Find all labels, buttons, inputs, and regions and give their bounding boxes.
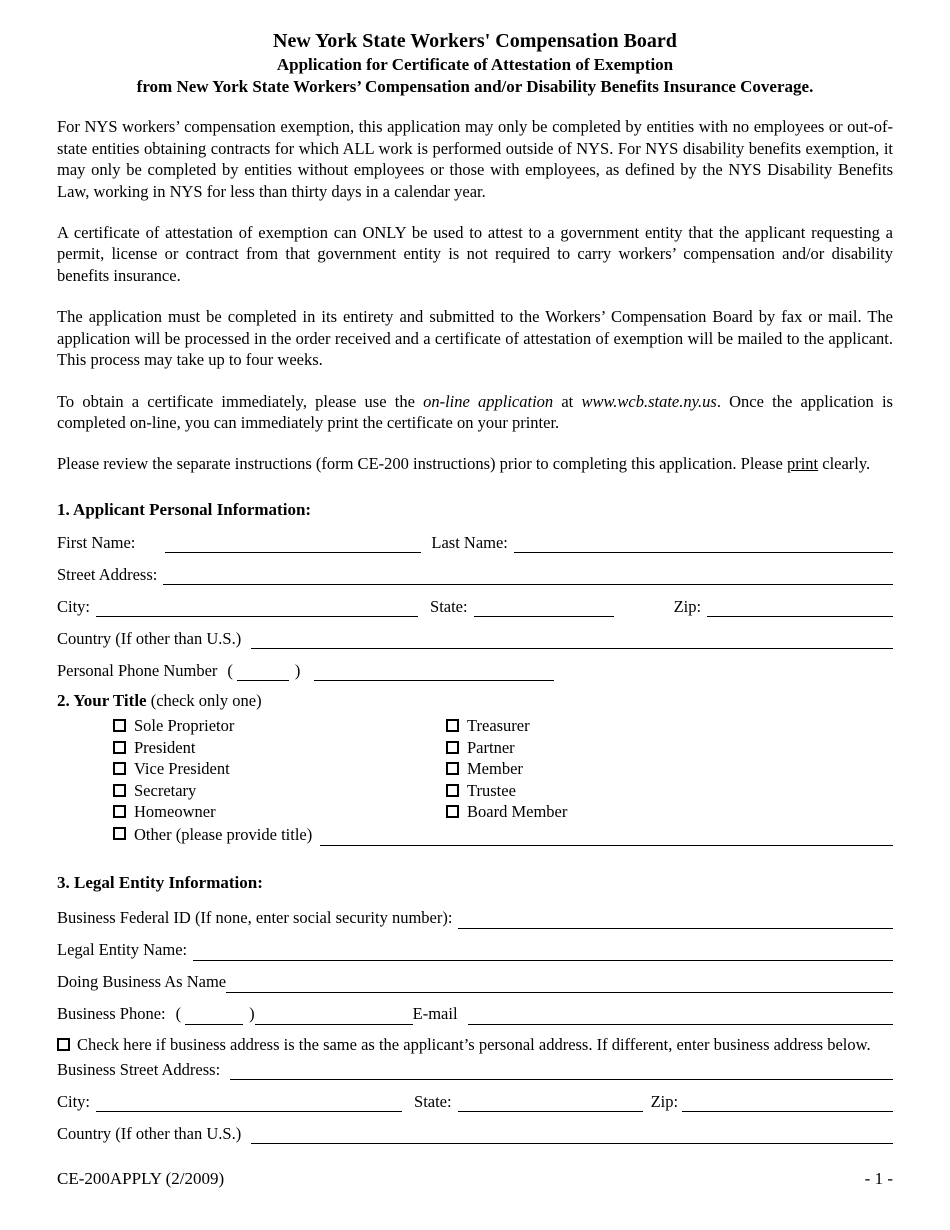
country-field[interactable] — [251, 627, 893, 649]
paren-close: ) — [249, 1004, 255, 1024]
dba-field[interactable] — [226, 971, 893, 993]
intro-paragraph-4 — [57, 391, 893, 434]
title-option-other-row — [113, 823, 893, 846]
business-country-label: Country (If other than U.S.) — [57, 1123, 242, 1143]
checkbox-sole-proprietor[interactable] — [113, 719, 126, 732]
personal-phone-label: Personal Phone Number — [57, 660, 218, 680]
section3-heading: 3. Legal Entity Information: — [57, 872, 263, 892]
title-option — [446, 715, 530, 736]
first-name-label: First Name: — [57, 532, 136, 552]
checkbox-other[interactable] — [113, 827, 126, 840]
title-option-row — [113, 801, 893, 823]
business-city-state-zip-row — [57, 1089, 893, 1112]
checkbox-homeowner[interactable] — [113, 805, 126, 818]
checkbox-trustee[interactable] — [446, 784, 459, 797]
section2-heading — [57, 690, 893, 712]
form-header — [57, 28, 893, 98]
intro-paragraph-2: A certificate of attestation of exemption can ONLY be used to attest to a government entity that the applicant requesting a permit, license or contract from that government entity is not required to carry workers’ compensation and/or disability benefits insurance. — [57, 222, 893, 285]
paren-open: ( — [175, 1004, 182, 1024]
business-area-code-field[interactable] — [185, 1003, 243, 1025]
p5-text: clearly. — [818, 454, 871, 474]
federal-id-label: Business Federal ID (If none, enter social security number): — [57, 908, 453, 928]
print-underlined: print — [786, 454, 819, 474]
street-address-label: Street Address: — [57, 564, 158, 584]
form-subtitle: Application for Certificate of Attestation of Exemption — [276, 55, 674, 74]
title-option-row — [113, 758, 893, 780]
email-label: E-mail — [412, 1004, 458, 1024]
page-number: - 1 - — [864, 1169, 893, 1189]
title-option — [446, 737, 515, 758]
state-label: State: — [430, 596, 468, 616]
option-label: Vice President — [134, 759, 230, 779]
online-application-emphasis: on-line application — [423, 391, 554, 411]
checkbox-same-address[interactable] — [57, 1038, 70, 1051]
country-row — [57, 626, 893, 649]
legal-entity-name-row — [57, 938, 893, 961]
title-option — [446, 758, 523, 779]
other-title-label: Other (please provide title) — [134, 825, 313, 845]
page-footer — [57, 1168, 893, 1190]
area-code-field[interactable] — [237, 659, 289, 681]
business-street-field[interactable] — [230, 1058, 893, 1080]
p5-text: Please review the separate instructions (form CE-200 instructions) prior to completing this application. Please — [57, 454, 787, 474]
checkbox-partner[interactable] — [446, 741, 459, 754]
title-option — [113, 758, 446, 779]
title-option — [113, 780, 446, 801]
business-state-label: State: — [414, 1091, 452, 1111]
business-phone-label: Business Phone: — [57, 1004, 166, 1024]
last-name-field[interactable] — [514, 531, 893, 553]
country-label: Country (If other than U.S.) — [57, 628, 242, 648]
city-field[interactable] — [96, 595, 418, 617]
business-zip-field[interactable] — [682, 1090, 893, 1112]
other-title-field[interactable] — [320, 824, 893, 846]
section-legal-entity-information — [57, 872, 893, 1145]
intro-paragraph-1: For NYS workers’ compensation exemption, this application may only be completed by entities with no employees or out-of-state entities obtaining contracts for which ALL work is performed outside of NYS. For NYS disability benefits exemption, it may only be completed by entities without employees or those with employees, as defined by the NYS Disability Benefits Law, working in NYS for less than thirty days in a calendar year. — [57, 117, 893, 201]
title-option — [446, 780, 516, 801]
checkbox-vice-president[interactable] — [113, 762, 126, 775]
form-title: New York State Workers' Compensation Board — [273, 30, 677, 52]
option-label: Treasurer — [467, 716, 530, 736]
section-applicant-personal-information — [57, 499, 893, 681]
section2-heading-bold: 2. Your Title — [57, 690, 147, 710]
option-label: Homeowner — [134, 802, 216, 822]
checkbox-member[interactable] — [446, 762, 459, 775]
dba-row — [57, 970, 893, 993]
form-subtitle-2: from New York State Workers’ Compensation and/or Disability Benefits Insurance Coverage. — [136, 77, 814, 97]
business-country-field[interactable] — [251, 1122, 893, 1144]
form-id: CE-200APPLY (2/2009) — [57, 1169, 225, 1189]
zip-field[interactable] — [707, 595, 893, 617]
business-zip-label: Zip: — [650, 1091, 679, 1111]
same-address-note — [57, 1034, 893, 1055]
federal-id-field[interactable] — [458, 907, 893, 929]
business-city-label: City: — [57, 1091, 91, 1111]
checkbox-treasurer[interactable] — [446, 719, 459, 732]
city-label: City: — [57, 596, 91, 616]
dba-label: Doing Business As Name — [57, 972, 227, 992]
paren-close: ) — [294, 660, 301, 680]
personal-phone-row — [57, 658, 893, 681]
section1-heading: 1. Applicant Personal Information: — [57, 499, 312, 519]
option-label: Board Member — [467, 802, 568, 822]
business-street-row — [57, 1057, 893, 1080]
business-country-row — [57, 1121, 893, 1144]
title-option — [113, 715, 446, 736]
option-label: Secretary — [134, 780, 197, 800]
business-city-field[interactable] — [96, 1090, 402, 1112]
option-label: President — [134, 737, 196, 757]
state-field[interactable] — [474, 595, 614, 617]
intro-paragraph-3: The application must be completed in its entirety and submitted to the Workers’ Compensation Board by fax or mail. The application will be processed in the order received and a certificate of attestation of exemption will be mailed to the applicant. This process may take up to four weeks. — [57, 307, 893, 370]
federal-id-row — [57, 906, 893, 929]
title-option-row — [113, 715, 893, 737]
p4-text: at — [553, 391, 582, 411]
section-your-title — [57, 690, 893, 846]
checkbox-secretary[interactable] — [113, 784, 126, 797]
p4-text: . Once the application is completed on-line, you can immediately print the certificate on your printer. — [57, 391, 893, 432]
city-state-zip-row — [57, 594, 893, 617]
legal-entity-name-label: Legal Entity Name: — [57, 940, 188, 960]
legal-entity-name-field[interactable] — [193, 939, 893, 961]
email-field[interactable] — [468, 1003, 893, 1025]
wcb-website-text: www.wcb.state.ny.us — [581, 391, 717, 411]
name-row — [57, 530, 893, 553]
personal-phone-field[interactable] — [314, 659, 554, 681]
zip-label: Zip: — [673, 596, 702, 616]
same-address-text: Check here if business address is the same as the applicant’s personal address. If different, enter business address below. — [77, 1034, 871, 1054]
street-address-row — [57, 562, 893, 585]
intro-paragraph-5 — [57, 453, 893, 474]
first-name-field[interactable] — [165, 531, 421, 553]
option-label: Trustee — [467, 780, 516, 800]
business-state-field[interactable] — [458, 1090, 643, 1112]
business-phone-row — [57, 1002, 893, 1025]
checkbox-president[interactable] — [113, 741, 126, 754]
title-option-row — [113, 737, 893, 759]
title-option — [113, 801, 446, 822]
street-address-field[interactable] — [163, 563, 893, 585]
paren-open: ( — [227, 660, 233, 680]
title-option — [113, 737, 446, 758]
p4-text: To obtain a certificate immediately, please use the — [57, 391, 424, 411]
checkbox-board-member[interactable] — [446, 805, 459, 818]
option-label: Member — [467, 759, 523, 779]
business-phone-field[interactable] — [255, 1003, 413, 1025]
option-label: Sole Proprietor — [134, 716, 235, 736]
option-label: Partner — [467, 737, 515, 757]
business-street-label: Business Street Address: — [57, 1059, 221, 1079]
section2-heading-note: (check only one) — [146, 690, 262, 710]
last-name-label: Last Name: — [431, 532, 508, 552]
title-option-row — [113, 780, 893, 802]
title-option — [446, 801, 567, 822]
